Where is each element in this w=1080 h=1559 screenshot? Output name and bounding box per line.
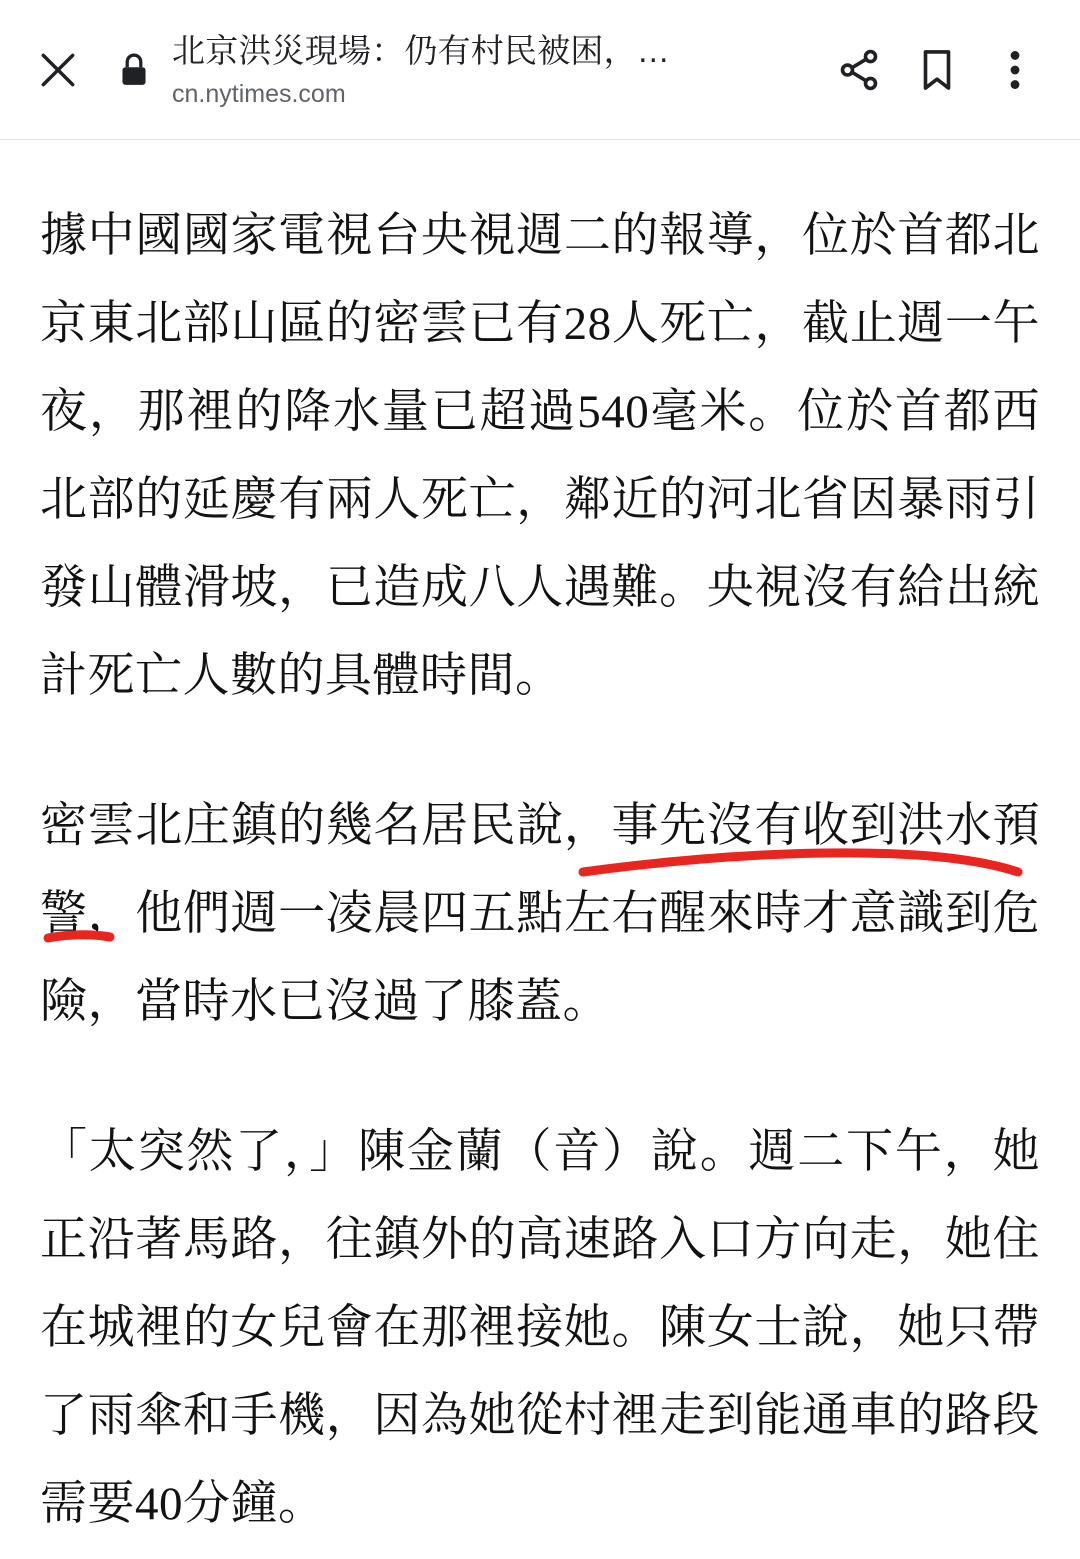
toolbar-actions [820,31,1054,109]
article-paragraph: 密雲北庄鎮的幾名居民說，事先沒有收到洪水預警，他們週一凌晨四五點左右醒來時才意識到危險，當時水已沒過了膝蓋。 [40,800,1040,1028]
more-vertical-icon[interactable] [976,31,1054,109]
address-bar[interactable] [172,29,814,111]
bookmark-icon[interactable] [898,31,976,109]
browser-toolbar [0,0,1080,140]
article-body [0,140,1080,1548]
lock-icon[interactable] [110,38,158,102]
article-paragraph: 據中國國家電視台央視週二的報導，位於首都北京東北部山區的密雲已有28人死亡，截止週一午夜，那裡的降水量已超過540毫米。位於首都西北部的延慶有兩人死亡，鄰近的河北省因暴雨引發山體滑坡，已造成八人遇難。央視沒有給出統計死亡人數的具體時間。 [40,210,1040,702]
close-icon[interactable] [26,38,90,102]
share-icon[interactable] [820,31,898,109]
page-title: 北京洪災現場：仍有村民被困，… [172,31,670,69]
article-paragraph: 「太突然了，」陳金蘭（音）說。週二下午，她正沿著馬路，往鎮外的高速路入口方向走，她住在城裡的女兒會在那裡接她。陳女士說，她只帶了雨傘和手機，因為她從村裡走到能通車的路段需要40分鐘。 [40,1126,1040,1530]
page-origin: cn.nytimes.com [172,79,346,108]
